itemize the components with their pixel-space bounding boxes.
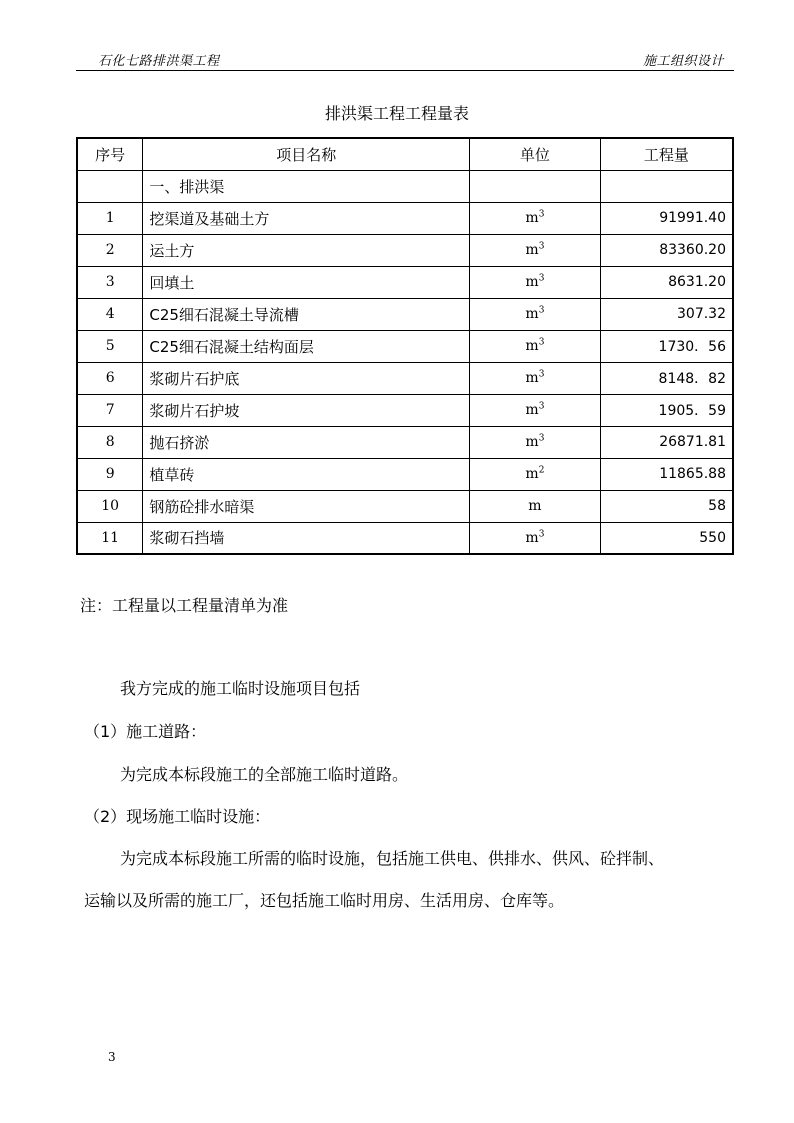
unit-base: m (525, 466, 539, 482)
section-no-cell (77, 170, 143, 202)
quantity-cell: 1730．56 (600, 330, 733, 362)
quantity-cell: 91991.40 (600, 202, 733, 234)
unit-cell (470, 426, 601, 458)
paragraph-intro: 我方完成的施工临时设施项目包括 (120, 679, 361, 698)
item-name-cell: C25细石混凝土导流槽 (143, 298, 470, 330)
paragraph-temporary-facilities-2: 运输以及所需的施工厂，还包括施工临时用房、生活用房、仓库等。 (84, 891, 565, 910)
heading-temporary-facilities: （2）现场施工临时设施： (84, 807, 271, 826)
header-document-type: 施工组织设计 (642, 54, 724, 69)
item-name-cell: 浆砌片石护底 (143, 362, 470, 394)
quantity-cell: 550 (600, 522, 733, 554)
unit-exponent: 2 (538, 465, 545, 476)
row-number-cell: 2 (77, 234, 143, 266)
unit-exponent: 3 (538, 529, 545, 540)
column-header-no: 序号 (77, 138, 143, 170)
row-number-cell: 1 (77, 202, 143, 234)
unit-exponent: 3 (538, 305, 545, 316)
table-row (77, 202, 733, 234)
unit-exponent: 3 (538, 241, 545, 252)
unit-base: m (525, 274, 539, 290)
unit-base: m (525, 434, 539, 450)
table-row (77, 234, 733, 266)
table-header-row (77, 138, 733, 170)
row-number-cell: 8 (77, 426, 143, 458)
column-header-unit: 单位 (470, 138, 601, 170)
item-name-cell: C25细石混凝土结构面层 (143, 330, 470, 362)
table-row (77, 362, 733, 394)
unit-cell (470, 298, 601, 330)
item-name-cell: 运土方 (143, 234, 470, 266)
item-name-cell: 挖渠道及基础土方 (143, 202, 470, 234)
column-header-quantity: 工程量 (600, 138, 733, 170)
unit-exponent: 3 (538, 337, 545, 348)
row-number-cell: 3 (77, 266, 143, 298)
column-header-name: 项目名称 (143, 138, 470, 170)
quantity-cell: 26871.81 (600, 426, 733, 458)
row-number-cell: 7 (77, 394, 143, 426)
table-row (77, 330, 733, 362)
unit-base: m (525, 402, 539, 418)
unit-exponent: 3 (538, 401, 545, 412)
quantity-cell: 8631.20 (600, 266, 733, 298)
unit-cell (470, 522, 601, 554)
item-name-cell: 浆砌石挡墙 (143, 522, 470, 554)
quantity-cell: 307.32 (600, 298, 733, 330)
page-number: 3 (108, 1050, 116, 1064)
row-number-cell: 10 (77, 490, 143, 522)
table-title: 排洪渠工程工程量表 (324, 104, 469, 123)
unit-exponent: 3 (538, 209, 545, 220)
section-name-cell: 一、排洪渠 (143, 170, 470, 202)
unit-cell (470, 234, 601, 266)
table-row (77, 458, 733, 490)
unit-base: m (525, 370, 539, 386)
row-number-cell: 9 (77, 458, 143, 490)
item-name-cell: 抛石挤淤 (143, 426, 470, 458)
unit-cell (470, 362, 601, 394)
unit-cell (470, 266, 601, 298)
table-row (77, 298, 733, 330)
section-row (77, 170, 733, 202)
row-number-cell: 4 (77, 298, 143, 330)
item-name-cell: 回填土 (143, 266, 470, 298)
row-number-cell: 5 (77, 330, 143, 362)
paragraph-temporary-facilities-1: 为完成本标段施工所需的临时设施，包括施工供电、供排水、供风、砼拌制、 (120, 849, 665, 868)
header-project-name: 石化七路排洪渠工程 (98, 54, 220, 69)
quantity-cell: 83360.20 (600, 234, 733, 266)
unit-exponent: 3 (538, 369, 545, 380)
table-row (77, 490, 733, 522)
section-unit-cell (470, 170, 601, 202)
table-row (77, 394, 733, 426)
section-qty-cell (600, 170, 733, 202)
unit-base: m (525, 210, 539, 226)
item-name-cell: 植草砖 (143, 458, 470, 490)
unit-exponent: 3 (538, 433, 545, 444)
quantity-cell: 1905．59 (600, 394, 733, 426)
row-number-cell: 6 (77, 362, 143, 394)
unit-cell (470, 330, 601, 362)
row-number-cell: 11 (77, 522, 143, 554)
item-name-cell: 浆砌片石护坡 (143, 394, 470, 426)
table-note: 注：工程量以工程量清单为准 (80, 596, 289, 615)
unit-cell (470, 202, 601, 234)
quantity-table (76, 137, 734, 555)
unit-base: m (525, 242, 539, 258)
table-row (77, 522, 733, 554)
quantity-cell: 58 (600, 490, 733, 522)
quantity-cell: 11865.88 (600, 458, 733, 490)
unit-cell (470, 458, 601, 490)
quantity-cell: 8148．82 (600, 362, 733, 394)
item-name-cell: 钢筋砼排水暗渠 (143, 490, 470, 522)
unit-cell (470, 490, 601, 522)
unit-cell (470, 394, 601, 426)
unit-base: m (525, 529, 539, 546)
table-row (77, 266, 733, 298)
header-divider (76, 70, 734, 71)
unit-base: m (525, 306, 539, 322)
unit-exponent: 3 (538, 273, 545, 284)
paragraph-construction-road: 为完成本标段施工的全部施工临时道路。 (120, 765, 409, 784)
unit-base: m (525, 338, 539, 354)
heading-construction-road: （1）施工道路： (84, 722, 207, 741)
table-row (77, 426, 733, 458)
unit-base: m (528, 498, 542, 514)
